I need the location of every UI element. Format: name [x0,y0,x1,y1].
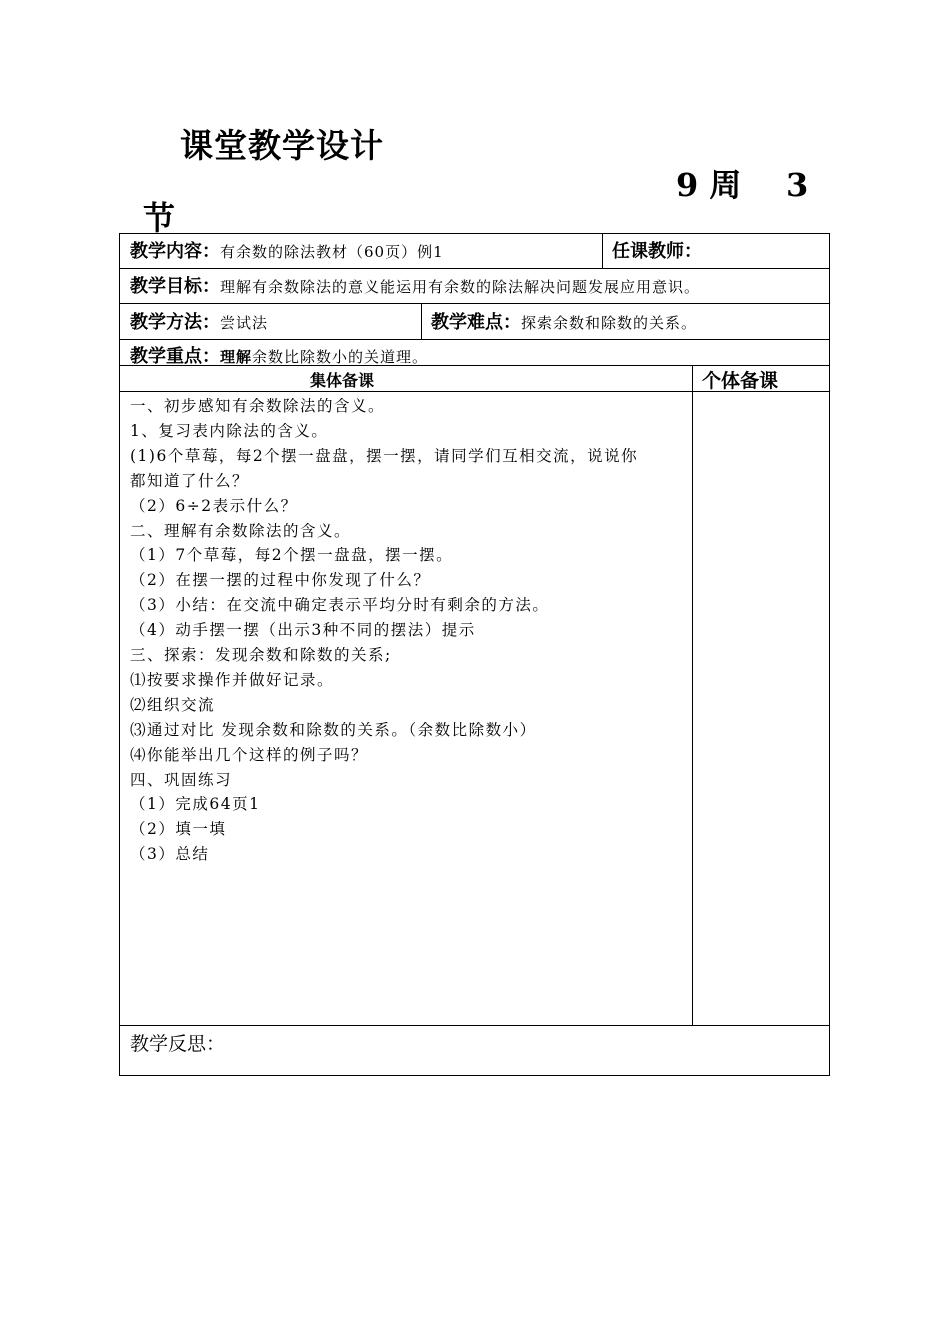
method-label: 教学方法： [130,312,220,333]
goal-value: 理解有余数除法的意义能运用有余数的除法解决问题发展应用意识。 [220,278,701,296]
content-row [130,237,444,263]
goal-row [130,272,700,298]
difficulty-label: 教学难点： [431,312,521,333]
row-divider [119,1025,830,1026]
difficulty-row [431,308,697,334]
lesson-line: （2）在摆一摆的过程中你发现了什么？ [130,571,431,590]
lesson-line: ⑴按要求操作并做好记录。 [130,670,335,689]
lesson-line: （2）6÷2表示什么？ [130,496,298,515]
goal-label: 教学目标： [130,276,220,297]
key-value: 余数比除数小的关道理。 [252,348,429,366]
method-row [130,308,268,334]
lesson-line: （4）动手摆一摆（出示3种不同的摆法）提示 [130,621,476,640]
lesson-line: 一、初步感知有余数除法的含义。 [130,397,386,415]
lesson-line: 1、复习表内除法的含义。 [130,421,329,440]
method-value: 尝试法 [220,314,269,332]
reflection-label: 教学反思： [130,1033,226,1055]
lesson-line: （3）总结 [130,845,210,864]
collective-header: 集体备课 [310,371,375,390]
lesson-line: 四、巩固练习 [130,770,233,789]
key-label: 教学重点： [130,346,220,367]
lesson-line: 三、探索：发现余数和除数的关系; [130,646,392,664]
content-label: 教学内容： [130,241,220,262]
lesson-line: （1）完成64页1 [130,795,261,814]
key-row [130,342,428,368]
difficulty-value: 探索余数和除数的关系。 [521,314,698,332]
section-jie: 节 [143,199,176,237]
page-title: 课堂教学设计 [180,126,384,165]
teacher-row [612,237,702,263]
lesson-line: ⑵组织交流 [130,695,216,714]
lesson-line: （2）填一填 [130,820,227,839]
week-number: 9 周 3 [676,166,809,204]
col-divider [602,233,603,268]
lesson-line: （3）小结：在交流中确定表示平均分时有剩余的方法。 [130,596,550,615]
row-divider [119,268,830,269]
lesson-line: ⑷你能举出几个这样的例子吗？ [130,745,369,764]
row-divider [119,303,830,304]
lesson-line: 二、理解有余数除法的含义。 [130,521,352,540]
col-divider [421,303,422,339]
lesson-line: 都知道了什么？ [130,471,250,490]
lesson-line: （1）7个草莓，每2个摆一盘盘，摆一摆。 [130,546,454,565]
lesson-line: (1)6个草莓，每2个摆一盘盘，摆一摆，请同学们互相交流，说说你 [130,446,639,465]
row-divider [119,339,830,340]
content-value: 有余数的除法教材（60页）例1 [220,243,444,261]
individual-header: 个体备课 [702,370,779,392]
teacher-label: 任课教师： [612,241,702,262]
col-divider [692,365,693,1025]
key-value-bold: 理解 [220,348,253,366]
lesson-line: ⑶通过对比 发现余数和除数的关系。（余数比除数小） [130,720,537,739]
